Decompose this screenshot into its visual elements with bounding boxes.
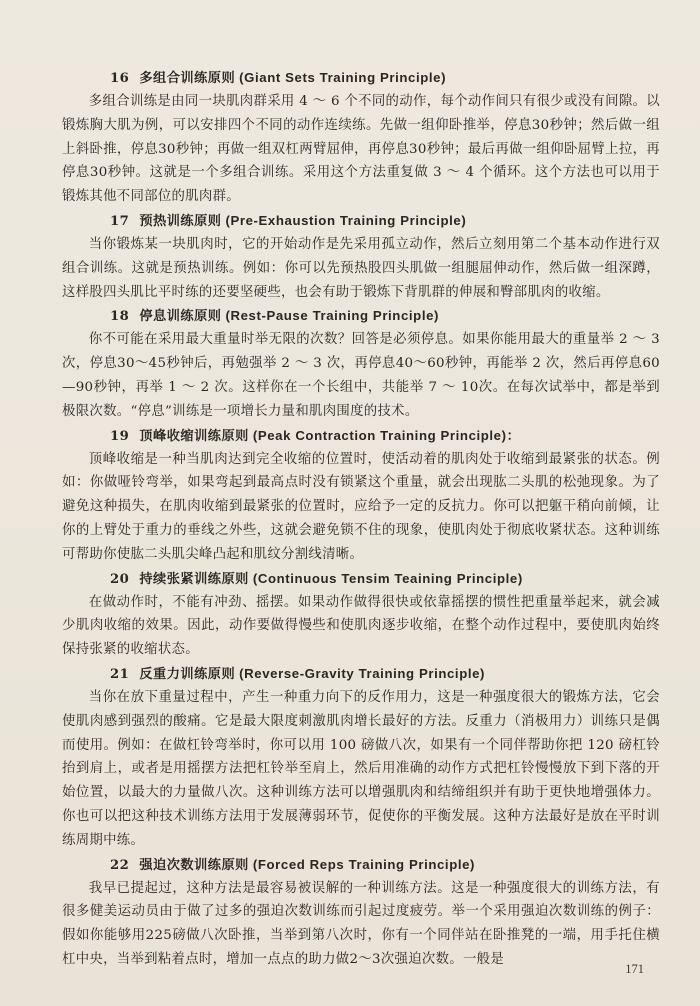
page-number: 171 xyxy=(625,962,644,976)
section-16 xyxy=(62,66,660,209)
section-heading xyxy=(62,567,660,591)
section-paragraph: 我早已提起过，这种方法是最容易被误解的一种训练方法。这是一种强度很大的训练方法，有很多健美运动员由于做了过多的强迫次数训练而引起过度疲劳。举一个采用强迫次数训练的例子：假如你能够用225磅做八次卧推，当举到第八次时，你有一个同伴站在卧推凳的一端，用手托住横杠中央，当举到粘着点时，增加一点点的助力做2～3次强迫次数。一般是 xyxy=(62,880,660,967)
section-english-title: (Forced Reps Training Principle) xyxy=(252,856,476,872)
section-17 xyxy=(62,209,660,304)
section-21 xyxy=(62,662,660,853)
section-paragraph: 你不可能在采用最大重量时举无限的次数？回答是必须停息。如果你能用最大的重量举 2 ～ 3 次，停息30～45秒钟后，再勉强举 2 ～ 3 次，再停息40～60秒钟，再能举 2 次，然后再停息60—90秒钟，再举 1 ～ 2 次。这样你在一个长组中，共能举 7 ～ 10次。在每次试举中，都是举到极限次数。“停息”训练是一项增长力量和肌肉围度的技术。 xyxy=(62,332,660,419)
section-english-title: (Giant Sets Training Principle) xyxy=(239,70,447,85)
section-title: 反重力训练原则 xyxy=(139,666,236,682)
section-english-title: (Peak Contraction Training Principle)： xyxy=(252,427,521,443)
section-number: 16 xyxy=(110,71,130,86)
section-paragraph: 多组合训练是由同一块肌肉群采用 4 ～ 6 个不同的动作，每个动作间只有很少或没有间隙。以锻炼胸大肌为例，可以安排四个不同的动作连续练。先做一组仰卧推举，停息30秒钟；然后做一组上斜卧推，停息30秒钟；再做一组双杠两臂屈伸，再停息30秒钟；最后再做一组仰卧屈臂上拉，再停息30秒钟。这就是一个多组合训练。采用这个方法重复做 3 ～ 4 个循环。这个方法也可以用于锻炼其他不同部位的肌肉群。 xyxy=(62,94,660,205)
section-paragraph: 当你在放下重量过程中，产生一种重力向下的反作用力，这是一种强度很大的锻炼方法，它会使肌肉感到强烈的酸痛。它是最大限度刺激肌肉增长最好的方法。反重力（消极用力）训练只是偶而使用。例如：在做杠铃弯举时，你可以用 100 磅做八次，如果有一个同伴帮助你把 120 磅杠铃抬到肩上，或者是用摇摆方法把杠铃举至肩上，然后用准确的动作方式把杠铃慢慢放下到下落的开始位置，以最大的力量做八次。这种训练方法可以增强肌肉和结缔组织并有助于更快地增强体力。你也可以把这种技术训练方法用于发展薄弱环节，促使你的平衡发展。这种方法最好是放在平时训练周期中练。 xyxy=(62,689,660,848)
section-19 xyxy=(62,424,660,567)
section-english-title: (Continuous Tensim Teaining Principle) xyxy=(252,570,523,586)
section-number: 22 xyxy=(110,857,130,873)
section-heading xyxy=(62,304,660,328)
section-title: 多组合训练原则 xyxy=(139,71,236,86)
section-title: 持续张紧训练原则 xyxy=(139,571,249,587)
section-paragraph: 当你锻炼某一块肌肉时，它的开始动作是先采用孤立动作，然后立刻用第二个基本动作进行双组合训练。这就是预热训练。例如：你可以先预热股四头肌做一组腿屈伸动作，然后做一组深蹲，这样股四头肌比平时练的还要坚硬些，也会有助于锻炼下背肌群的伸展和臀部肌肉的收缩。 xyxy=(62,236,660,300)
section-english-title: (Rest-Pause Training Principle) xyxy=(225,308,440,324)
section-heading xyxy=(62,662,660,686)
section-title: 顶峰收缩训练原则 xyxy=(139,428,249,444)
section-number: 17 xyxy=(110,213,130,229)
section-title: 预热训练原则 xyxy=(139,213,222,229)
section-paragraph: 在做动作时，不能有冲劲、摇摆。如果动作做得很快或依靠摇摆的惯性把重量举起来，就会减少肌肉收缩的效果。因此，动作要做得慢些和使肌肉逐步收缩，在整个动作过程中，要使肌肉始终保持张紧的收缩状态。 xyxy=(62,594,660,658)
section-22 xyxy=(62,853,660,972)
section-number: 19 xyxy=(110,428,130,444)
section-number: 21 xyxy=(110,666,130,682)
section-english-title: (Pre-Exhaustion Training Principle) xyxy=(225,212,467,228)
section-english-title: (Reverse-Gravity Training Principle) xyxy=(239,665,486,681)
section-title: 停息训练原则 xyxy=(139,309,222,325)
section-18 xyxy=(62,304,660,423)
section-number: 20 xyxy=(110,571,130,587)
section-heading xyxy=(62,424,660,448)
section-heading xyxy=(62,66,660,90)
section-20 xyxy=(62,567,660,662)
section-title: 强迫次数训练原则 xyxy=(139,857,249,873)
section-number: 18 xyxy=(110,309,130,325)
section-paragraph: 顶峰收缩是一种当肌肉达到完全收缩的位置时，使活动着的肌肉处于收缩到最紧张的状态。例如：你做哑铃弯举，如果弯起到最高点时没有锁紧这个重量，就会出现肱二头肌的松弛现象。为了避免这种损失，在肌肉收缩到最紧张的位置时，应给予一定的反抗力。你可以把躯干稍向前倾，让你的上臂处于重力的垂线之外些，这就会避免锁不住的现象，使肌肉处于彻底收紧状态。这种训练可帮助你使肱二头肌尖峰凸起和肌纹分割线清晰。 xyxy=(62,451,660,562)
section-heading xyxy=(62,853,660,877)
section-heading xyxy=(62,209,660,233)
